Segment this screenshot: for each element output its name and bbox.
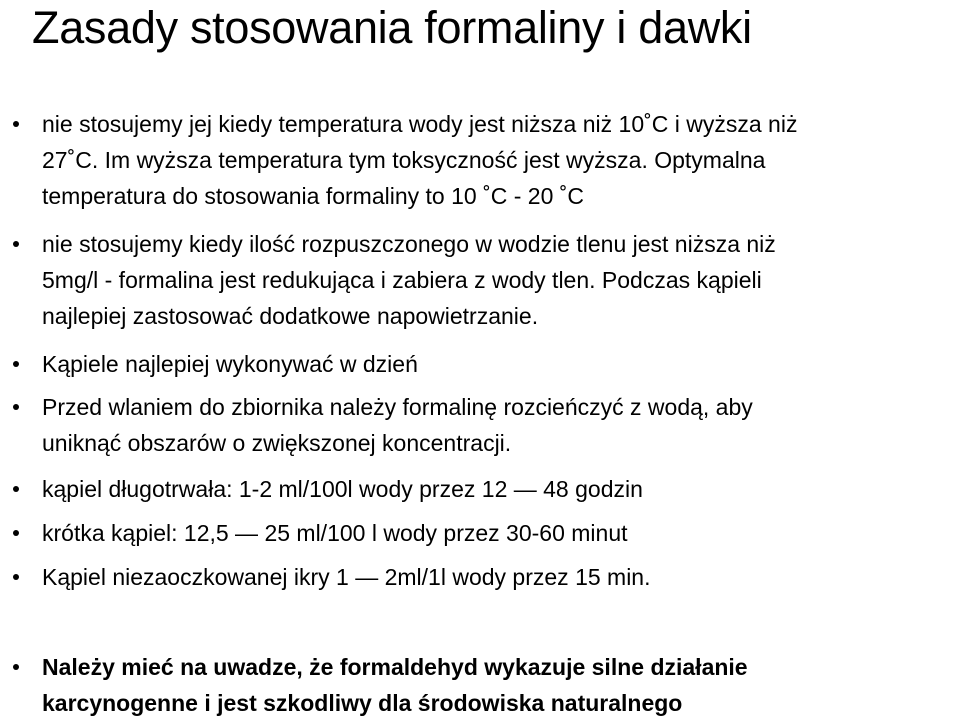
bullet-text: krótka kąpiel: 12,5 — 25 ml/100 l wody przez 30-60 minut [42, 520, 628, 546]
bullet-dot-icon [13, 121, 19, 127]
bullet-dot-icon [13, 664, 19, 670]
bullet-text: nie stosujemy kiedy ilość rozpuszczonego w wodzie tlenu jest niższa niż 5mg/l - formalina jest redukująca i zabiera z wody tlen. Podczas kąpieli najlepiej zastosować dodatkowe napowietrzanie. [42, 231, 776, 329]
bullet-text: kąpiel długotrwała: 1-2 ml/100l wody przez 12 — 48 godzin [42, 476, 643, 502]
bullet-text-warning: Należy mieć na uwadze, że formaldehyd wykazuje silne działanie karcynogenne i jest szkodliwy dla środowiska naturalnego [42, 654, 748, 716]
bullet-dot-icon [13, 574, 19, 580]
bullet-dot-icon [13, 530, 19, 536]
bullet-dot-icon [13, 241, 19, 247]
bullet-text: Przed wlaniem do zbiornika należy formalinę rozcieńczyć z wodą, aby uniknąć obszarów o zwiększonej koncentracji. [42, 394, 753, 456]
bullet-text: Kąpiel niezaoczkowanej ikry 1 — 2ml/1l wody przez 15 min. [42, 564, 651, 590]
bullet-text: nie stosujemy jej kiedy temperatura wody jest niższa niż 10˚C i wyższa niż 27˚C. Im wyższa temperatura tym toksyczność jest wyższa. Optymalna temperatura do stosowania formaliny to 10 ˚C - 20 ˚C [42, 111, 798, 209]
bullet-dot-icon [13, 404, 19, 410]
bullet-text: Kąpiele najlepiej wykonywać w dzień [42, 351, 418, 377]
slide-title: Zasady stosowania formaliny i dawki [32, 2, 752, 53]
bullet-dot-icon [13, 361, 19, 367]
bullet-dot-icon [13, 486, 19, 492]
